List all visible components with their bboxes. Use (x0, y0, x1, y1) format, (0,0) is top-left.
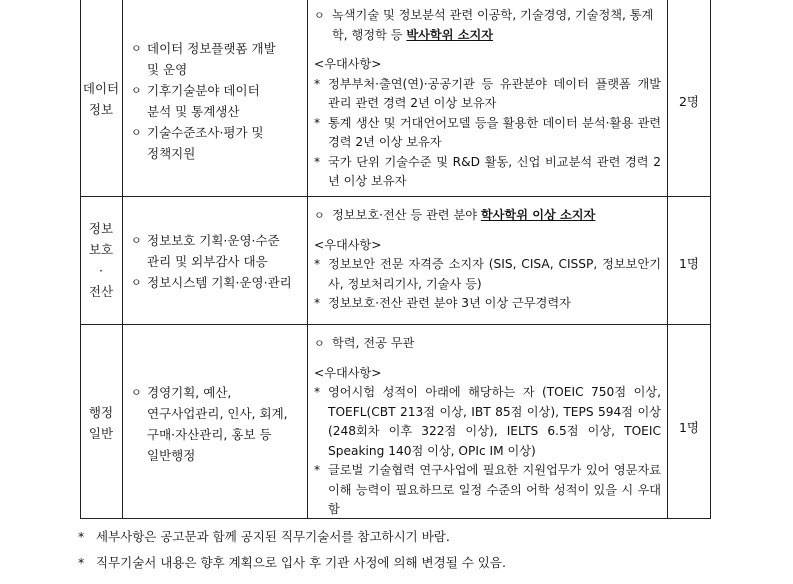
field-cell (80, 218, 122, 302)
duty-cell (123, 38, 307, 164)
field-line: 정보 (88, 221, 114, 236)
circle-bullet-icon: ㅇ (131, 84, 142, 97)
field-line: · (99, 263, 103, 278)
preference-item (314, 255, 661, 294)
duty-line: 연구사업관리, 인사, 회계, (147, 406, 288, 421)
duty-line: 경영기획, 예산, (147, 385, 232, 400)
row-divider-1 (80, 196, 711, 197)
duty-line: 기후기술분야 데이터 (147, 83, 260, 98)
asterisk-icon: * (78, 555, 85, 570)
qualification-text: 학력, 전공 무관 (332, 336, 415, 350)
asterisk-icon: * (314, 154, 321, 169)
field-line: 데이터 (82, 81, 120, 96)
preference-item (314, 383, 661, 461)
asterisk-icon: * (314, 257, 321, 271)
duty-line: 구매·자산관리, 홍보 등 (147, 427, 272, 442)
preference-item (314, 114, 661, 153)
main-qualification (314, 334, 661, 354)
duty-line: 정보보호 기획·운영·수준 (147, 233, 280, 248)
preference-text: 국가 단위 기술수준 및 R&D 활동, 신업 비교분석 관련 경력 2년 이상 보유자 (328, 154, 661, 188)
qualification-cell (308, 330, 667, 520)
preference-item (314, 294, 661, 314)
preference-text: 글로벌 기술협력 연구사업에 필요한 지원업무가 있어 영문자료 이해 능력이 필요하므로 일정 수준의 어학 성적이 있을 시 우대함 (328, 463, 661, 516)
asterisk-icon: * (78, 529, 85, 544)
duty-item (131, 230, 307, 272)
circle-bullet-icon: ㅇ (131, 386, 142, 399)
duty-line: 정책지원 (147, 146, 196, 161)
duty-line: 기술수준조사·평가 및 (147, 125, 264, 140)
qualification-text: 녹색기술 및 정보분석 관련 이공학, 기술경영, 기술정책, 통계학, 행정학 등 (332, 8, 654, 42)
preference-item (314, 153, 661, 192)
qualification-emphasis: 박사학위 소지자 (406, 27, 494, 42)
preference-header: <우대사항> (314, 237, 382, 252)
preference-header: <우대사항> (314, 365, 382, 380)
duty-line: 일반행정 (147, 448, 196, 463)
preference-text: 영어시험 성적이 아래에 해당하는 자 (TOEIC 750점 이상, TOEFL(CBT 213점 이상, IBT 85점 이상), TEPS 594점 이상(248회차 이후 322점 이상), IELTS 6.5점 이상, TOEIC Speaking 140점 이상, OPIc IM 이상) (328, 385, 661, 458)
duty-line: 및 운영 (147, 62, 188, 77)
duty-item (131, 382, 307, 466)
field-cell (80, 78, 122, 120)
qualification-emphasis: 학사학위 이상 소지자 (480, 208, 596, 222)
preference-item (314, 75, 661, 114)
circle-bullet-icon: ㅇ (314, 337, 325, 350)
duty-line: 관리 및 외부감사 대응 (147, 254, 268, 269)
field-line: 전산 (88, 284, 114, 299)
circle-bullet-icon: ㅇ (131, 126, 142, 139)
circle-bullet-icon: ㅇ (131, 276, 142, 289)
headcount-cell: 2명 (678, 94, 700, 109)
duty-cell (123, 382, 307, 466)
footnote-text: 세부사항은 공고문과 함께 공지된 직무기술서를 참고하시기 바람. (96, 529, 450, 544)
circle-bullet-icon: ㅇ (314, 9, 325, 22)
field-line: 정보 (88, 102, 114, 117)
table-border-right (710, 0, 711, 518)
duty-line: 분석 및 통계생산 (147, 104, 240, 119)
duty-item (131, 80, 307, 122)
duty-line: 정보시스템 기획·운영·관리 (147, 275, 292, 290)
circle-bullet-icon: ㅇ (131, 42, 142, 55)
preference-text: 통계 생산 및 거대언어모델 등을 활용한 데이터 분석·활용 관련 경력 2년 이상 보유자 (328, 115, 661, 149)
preference-item (314, 461, 661, 520)
duty-cell (123, 230, 307, 293)
asterisk-icon: * (314, 76, 321, 91)
preference-text: 정보보호·전산 관련 분야 3년 이상 근무경력자 (328, 296, 571, 310)
footnote (78, 550, 506, 576)
field-line: 행정 (88, 405, 114, 420)
duty-item (131, 38, 307, 80)
duty-item (131, 122, 307, 164)
asterisk-icon: * (314, 463, 321, 477)
footnote-text: 직무기술서 내용은 향후 계획으로 입사 후 기관 사정에 의해 변경될 수 있음. (96, 555, 506, 570)
field-cell (80, 402, 122, 444)
field-line: 일반 (88, 426, 114, 441)
duty-item (131, 272, 307, 293)
circle-bullet-icon: ㅇ (314, 209, 325, 222)
preference-text: 정보보안 전문 자격증 소지자 (SIS, CISA, CISSP, 정보보안기사, 정보처리기사, 기술사 등) (328, 257, 661, 291)
circle-bullet-icon: ㅇ (131, 234, 142, 247)
asterisk-icon: * (314, 115, 321, 130)
preference-header: <우대사항> (314, 57, 382, 71)
field-line: 보호 (88, 242, 114, 257)
asterisk-icon: * (314, 296, 321, 310)
preference-text: 정부부처·출연(연)·공공기관 등 유관분야 데이터 플랫폼 개발 관리 관련 경력 2년 이상 보유자 (328, 76, 661, 110)
qualification-cell (308, 2, 667, 192)
headcount-cell: 1명 (678, 420, 700, 435)
duty-line: 데이터 정보플랫폼 개발 (147, 41, 276, 56)
main-qualification (314, 206, 661, 226)
qualification-text: 정보보호·전산 등 관련 분야 (332, 208, 481, 222)
qualification-cell (308, 202, 667, 314)
main-qualification (314, 6, 661, 45)
footnotes (78, 524, 506, 576)
row-divider-2 (80, 324, 711, 325)
asterisk-icon: * (314, 385, 321, 399)
footnote (78, 524, 506, 550)
headcount-cell: 1명 (678, 256, 700, 271)
